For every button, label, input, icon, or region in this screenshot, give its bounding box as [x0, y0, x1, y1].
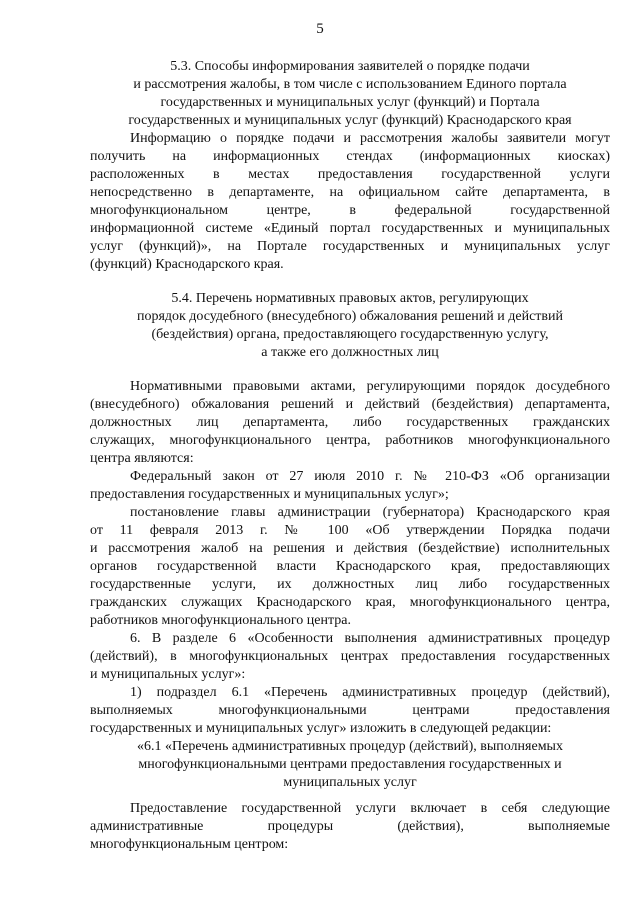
- heading-line: и рассмотрения жалобы, в том числе с использованием Единого портала: [133, 77, 567, 92]
- paragraph-line: Предоставление государственной услуги включает в себя следующие: [130, 801, 610, 816]
- paragraph-line: Информацию о порядке подачи и рассмотрения жалобы заявители могут: [130, 131, 610, 146]
- paragraph-line: должностных лиц департамента, либо государственных гражданских: [90, 415, 610, 430]
- closing-paragraph: [90, 800, 610, 854]
- subsection-6-1-heading: [90, 738, 610, 792]
- section-5-3-body: [90, 130, 610, 274]
- paragraph-line: непосредственно в департаменте, на официальном сайте департамента, в: [90, 185, 610, 200]
- heading-line: многофункциональными центрами предоставления государственных и: [138, 757, 562, 772]
- heading-line: (бездействия) органа, предоставляющего государственную услугу,: [151, 327, 549, 342]
- paragraph-line: многофункциональном центре, в федеральной государственной: [90, 203, 610, 218]
- paragraph-line: 6. В разделе 6 «Особенности выполнения административных процедур: [130, 631, 610, 646]
- paragraph-line: получить на информационных стендах (информационных киосках): [90, 149, 610, 164]
- heading-line: государственных и муниципальных услуг (функций) и Портала: [160, 95, 540, 110]
- paragraph-line: информационной системе «Единый портал государственных и муниципальных: [90, 221, 610, 236]
- heading-line: порядок досудебного (внесудебного) обжалования решений и действий: [136, 309, 564, 324]
- paragraph-line: предоставления государственных и муниципальных услуг»;: [90, 487, 449, 502]
- heading-line: «6.1 «Перечень административных процедур (действий), выполняемых: [137, 739, 563, 754]
- paragraph-line: 1) подраздел 6.1 «Перечень административных процедур (действий),: [130, 685, 610, 700]
- paragraph-line: услуг (функций)», на Портале государственных и муниципальных услуг: [90, 239, 610, 254]
- paragraph-line: гражданских служащих Краснодарского края, многофункционального центра,: [90, 595, 610, 610]
- paragraph-line: от 11 февраля 2013 г. № 100 «Об утверждении Порядка подачи: [90, 523, 610, 538]
- paragraph-line: служащих, многофункционального центра, работников многофункционального: [90, 433, 610, 448]
- paragraph-line: центра являются:: [90, 451, 194, 466]
- paragraph-line: (внесудебного) обжалования решений и действий (бездействия) департамента,: [90, 397, 610, 412]
- paragraph-line: государственных и муниципальных услуг» изложить в следующей редакции:: [90, 721, 552, 736]
- paragraph-line: Нормативными правовыми актами, регулирующими порядок досудебного: [130, 379, 610, 394]
- heading-line: 5.3. Способы информирования заявителей о порядке подачи: [170, 59, 530, 74]
- heading-line: а также его должностных лиц: [261, 345, 439, 360]
- paragraph-line: постановление главы администрации (губернатора) Краснодарского края: [130, 505, 610, 520]
- page-number: 5: [316, 21, 324, 37]
- paragraph-line: работников многофункционального центра.: [90, 613, 351, 628]
- paragraph-line: и муниципальных услуг»:: [90, 667, 246, 682]
- paragraph-line: выполняемых многофункциональными центрами предоставления: [90, 703, 610, 718]
- paragraph-line: и рассмотрения жалоб на решения и действия (бездействие) исполнительных: [90, 541, 610, 556]
- paragraph-line: органов государственной власти Краснодарского края, предоставляющих: [90, 559, 610, 574]
- paragraph-line: многофункциональным центром:: [90, 837, 289, 852]
- paragraph-line: административные процедуры (действия), выполняемые: [90, 819, 610, 834]
- section-5-3-heading: [90, 58, 610, 130]
- paragraph-line: (действий), в многофункциональных центрах предоставления государственных: [90, 649, 610, 664]
- heading-line: государственных и муниципальных услуг (функций) Краснодарского края: [128, 113, 572, 128]
- paragraph-line: расположенных в местах предоставления государственной услуги: [90, 167, 610, 182]
- paragraph-line: государственные услуги, их должностных лиц либо государственных: [90, 577, 610, 592]
- heading-line: муниципальных услуг: [283, 775, 417, 790]
- heading-line: 5.4. Перечень нормативных правовых актов, регулирующих: [171, 291, 529, 306]
- paragraph-line: Федеральный закон от 27 июля 2010 г. № 210-ФЗ «Об организации: [130, 469, 610, 484]
- section-5-4-body: [90, 378, 610, 630]
- section-5-4-heading: [90, 290, 610, 362]
- section-6-body: [90, 630, 610, 738]
- paragraph-line: (функций) Краснодарского края.: [90, 257, 284, 272]
